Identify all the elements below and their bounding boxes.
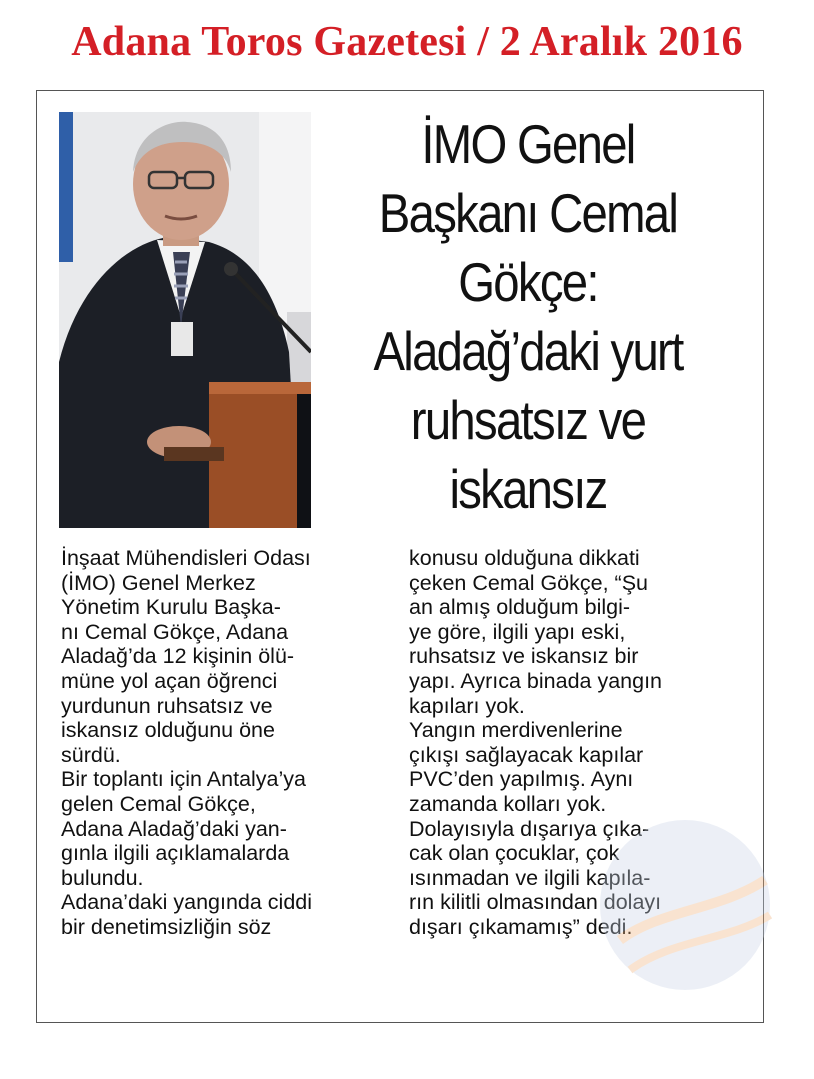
headline-line: Aladağ’daki yurt [373,320,683,382]
body-line: PVC’den yapılmış. Aynı [409,767,634,792]
body-line: çıkışı sağlayacak kapılar [409,742,644,767]
body-line: ısınmadan ve ilgili kapıla- [409,865,651,890]
body-line: bulundu. [61,865,144,890]
body-line: konusu olduğuna dikkati [409,546,640,570]
headline-line: Başkanı Cemal [378,182,678,244]
body-line: (İMO) Genel Merkez [61,570,256,595]
body-line: ye göre, ilgili yapı eski, [409,619,626,644]
article-photo [59,112,311,528]
body-line: cak olan çocuklar, çok [409,841,620,866]
body-line: iskansız olduğunu öne [61,718,275,743]
body-line: dışarı çıkamamış” dedi. [409,914,633,939]
body-line: Bir toplantı için Antalya’ya [61,767,306,792]
article-headline [347,110,708,524]
speaker-at-podium-image [59,112,311,528]
body-line: Yangın merdivenlerine [409,718,623,743]
body-line: Adana Aladağ’daki yan- [61,816,287,841]
body-line: Yönetim Kurulu Başka- [61,595,281,620]
article-body-left-column [61,546,312,940]
body-line: nı Cemal Gökçe, Adana [61,619,289,644]
body-line: rın kilitli olmasından dolayı [409,890,662,915]
body-line: Adana’daki yangında ciddi [61,890,313,915]
body-line: sürdü. [61,742,121,767]
body-line: gınla ilgili açıklamalarda [61,841,290,866]
article-body-right-column [409,546,662,940]
headline-line: Gökçe: [458,251,598,313]
body-line: yurdunun ruhsatsız ve [61,693,273,718]
body-line: İnşaat Mühendisleri Odası [61,546,311,570]
body-line: Aladağ’da 12 kişinin ölü- [61,644,295,669]
body-line: müne yol açan öğrenci [61,668,278,693]
body-line: çeken Cemal Gökçe, “Şu [409,570,648,595]
headline-line: ruhsatsız ve [410,389,646,451]
body-line: kapıları yok. [409,693,525,718]
headline-line: İMO Genel [421,113,635,175]
body-line: Dolayısıyla dışarıya çıka- [409,816,650,841]
headline-line: iskansız [449,458,607,520]
body-line: yapı. Ayrıca binada yangın [409,668,663,693]
body-line: ruhsatsız ve iskansız bir [409,644,639,669]
newspaper-masthead: Adana Toros Gazetesi / 2 Aralık 2016 [71,19,743,65]
body-line: gelen Cemal Gökçe, [61,791,256,816]
body-line: an almış olduğum bilgi- [409,595,631,620]
body-line: bir denetimsizliğin söz [61,914,272,939]
body-line: zamanda kolları yok. [409,791,607,816]
